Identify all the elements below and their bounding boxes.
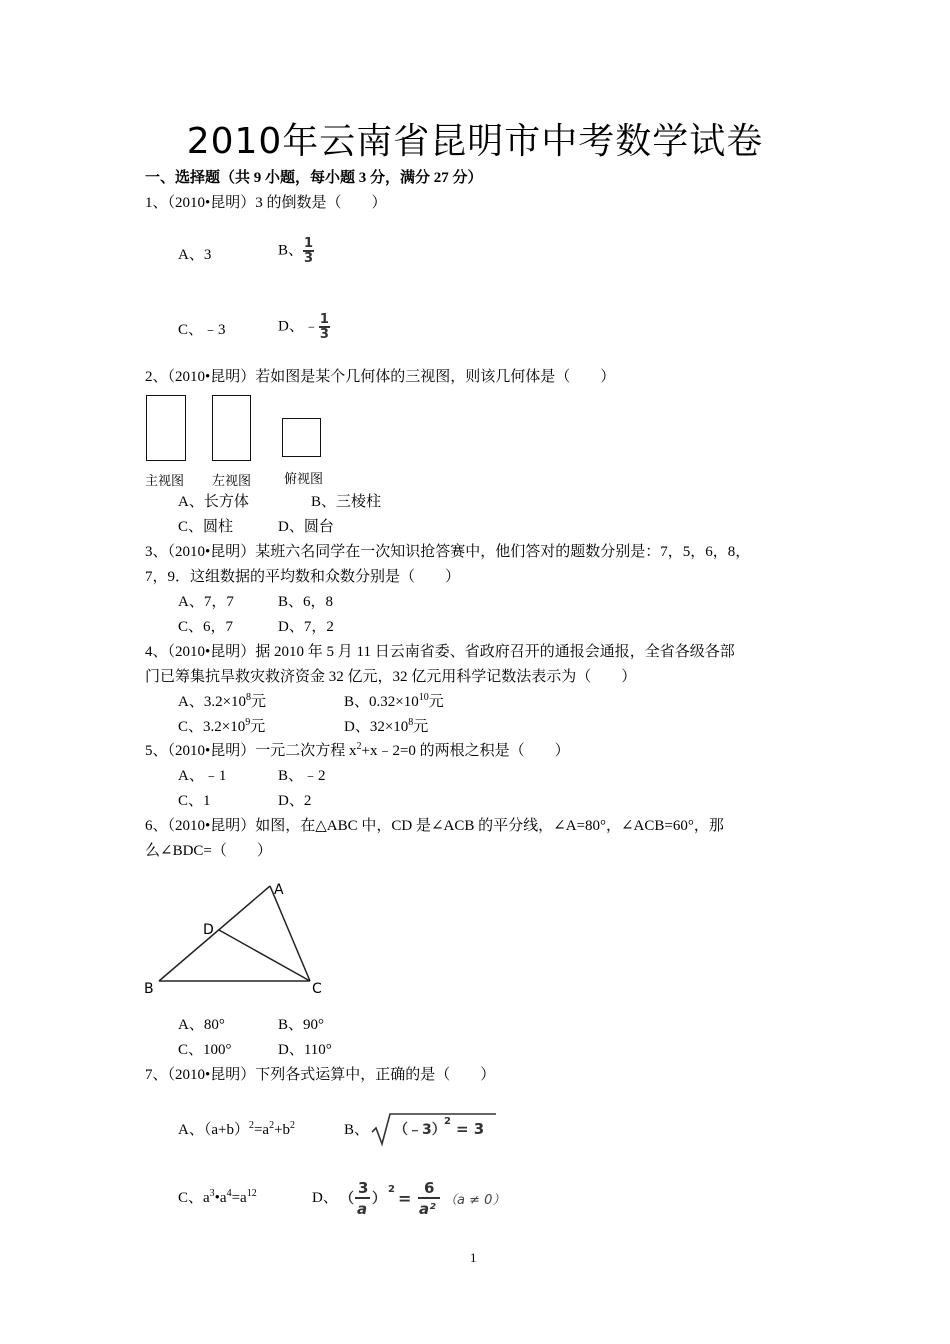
question-3-stem-line1: 3、（2010•昆明）某班六名同学在一次知识抢答赛中，他们答对的题数分别是：7，5，6，8， [145, 544, 751, 560]
q4-c-base: C、3.2×10 [178, 719, 246, 735]
q4-a-unit: 元 [251, 694, 267, 710]
q7-a-exponent: 2 [248, 1120, 254, 1131]
q7-d-left-paren: （ [340, 1191, 354, 1207]
q1-option-a: A、3 [178, 247, 212, 263]
q7-a-exponent: 2 [290, 1120, 296, 1131]
question-5-stem [145, 741, 570, 761]
q1-d-fraction [319, 313, 330, 341]
q1-option-b [278, 237, 314, 265]
fraction-denominator: 3 [319, 327, 329, 342]
q3-option-a: A、7，7 [178, 594, 234, 610]
question-3-stem-line2: 7，9．这组数据的平均数和众数分别是（ ） [145, 569, 461, 585]
q7-d-denominator-2: a² [419, 1200, 436, 1218]
q7-a-part: A、（a+b） [178, 1122, 249, 1138]
q7-d-numerator-2: 6 [424, 1179, 435, 1197]
q4-d-unit: 元 [413, 719, 429, 735]
q7-option-b-expression [368, 1110, 498, 1148]
q1-option-d-label: D、﹣ [278, 318, 319, 335]
q1-option-b-label: B、 [278, 242, 304, 259]
q1-b-fraction [303, 237, 314, 265]
q4-option-c [178, 717, 265, 737]
point-b-label: B [144, 981, 154, 997]
point-c-label: C [312, 981, 322, 997]
triangle-diagram [140, 870, 340, 1000]
q7-d-right-paren: ） [372, 1191, 386, 1207]
q7-a-exponent: 2 [269, 1120, 275, 1131]
top-view-label: 俯视图 [284, 472, 324, 487]
q7-c-exponent: 4 [226, 1188, 232, 1199]
q7-d-numerator: 3 [358, 1179, 369, 1197]
q3-option-b: B、6，8 [278, 594, 334, 610]
q4-c-unit: 元 [250, 719, 266, 735]
q4-a-base: A、3.2×10 [178, 694, 247, 710]
q2-option-c: C、圆柱 [178, 519, 234, 535]
q4-option-b [344, 692, 444, 712]
q6-option-c: C、100° [178, 1042, 232, 1058]
q5-stem-pre: 5、（2010•昆明）一元二次方程 x [145, 743, 357, 759]
q3-option-c: C、6，7 [178, 619, 234, 635]
q4-d-exponent: 8 [408, 717, 414, 728]
q7-b-exponent: 2 [444, 1116, 451, 1127]
q7-option-d-expression [338, 1176, 528, 1222]
q4-b-unit: 元 [428, 694, 444, 710]
top-view-square [282, 418, 321, 457]
q7-c-part: C、a [178, 1190, 210, 1206]
q7-option-b-label: B、 [344, 1122, 370, 1138]
q7-a-part: =a [253, 1122, 270, 1138]
q4-b-exponent: 10 [418, 692, 429, 703]
fraction-denominator: 3 [304, 251, 314, 266]
q6-option-d: D、110° [278, 1042, 332, 1058]
q5-option-d: D、2 [278, 793, 312, 809]
q5-option-a: A、﹣1 [178, 768, 227, 784]
q7-d-equals: = [398, 1189, 412, 1208]
q4-b-base: B、0.32×10 [344, 694, 419, 710]
q6-option-b: B、90° [278, 1017, 325, 1033]
q7-c-part: •a [214, 1190, 227, 1206]
q2-option-d: D、圆台 [278, 519, 334, 535]
q5-option-b: B、﹣2 [278, 768, 326, 784]
q5-option-c: C、1 [178, 793, 211, 809]
fraction-numerator: 1 [304, 236, 314, 251]
page-title: 2010年云南省昆明市中考数学试卷 [186, 121, 764, 162]
q7-b-result: = 3 [456, 1120, 485, 1138]
q7-d-condition: （a ≠ 0） [444, 1193, 506, 1208]
side-ab [159, 886, 270, 981]
q7-option-d-label: D、 [312, 1190, 338, 1206]
q5-stem-post: +x﹣2=0 的两根之积是（ ） [361, 743, 570, 759]
q7-d-denominator: a [357, 1200, 368, 1218]
point-a-label: A [274, 882, 284, 898]
q1-option-d [278, 313, 330, 341]
question-4-stem-line2: 门已筹集抗旱救灾救济资金 32 亿元，32 亿元用科学记数法表示为（ ） [145, 669, 637, 685]
side-view-rectangle [212, 395, 251, 461]
side-ac [270, 886, 310, 981]
front-view-label: 主视图 [145, 474, 185, 489]
q7-b-radicand: （﹣3） [394, 1122, 446, 1138]
q4-d-base: D、32×10 [344, 719, 409, 735]
question-4-stem-line1: 4、（2010•昆明）据 2010 年 5 月 11 日云南省委、省政府召开的通报会通报，全省各级各部 [145, 644, 735, 660]
q2-option-a: A、长方体 [178, 494, 249, 510]
segment-cd [219, 930, 310, 981]
question-2-stem: 2、（2010•昆明）若如图是某个几何体的三视图，则该几何体是（ ） [145, 369, 616, 385]
point-d-label: D [203, 922, 214, 938]
q7-d-exponent: 2 [388, 1184, 395, 1195]
q2-option-b: B、三棱柱 [311, 494, 382, 510]
fraction-numerator: 1 [319, 312, 329, 327]
q3-option-d: D、7，2 [278, 619, 334, 635]
q6-option-a: A、80° [178, 1017, 225, 1033]
q7-option-c [178, 1188, 257, 1208]
side-view-label: 左视图 [212, 474, 252, 489]
q7-c-exponent: 12 [246, 1188, 257, 1199]
q7-option-a [178, 1120, 295, 1140]
q4-option-a [178, 692, 266, 712]
page-number: 1 [470, 1250, 477, 1265]
question-6-stem-line1: 6、（2010•昆明）如图，在△ABC 中，CD 是∠ACB 的平分线，∠A=80°，∠ACB=60°，那 [145, 818, 724, 834]
q4-c-exponent: 9 [245, 717, 251, 728]
q1-option-c: C、﹣3 [178, 322, 226, 338]
q5-stem-exponent: 2 [356, 741, 362, 752]
section-heading: 一、选择题（共 9 小题，每小题 3 分，满分 27 分） [145, 170, 483, 186]
front-view-rectangle [146, 395, 186, 461]
q7-c-exponent: 3 [209, 1188, 215, 1199]
question-6-stem-line2: 么∠BDC=（ ） [145, 843, 272, 859]
q7-c-part: =a [231, 1190, 247, 1206]
q4-option-d [344, 717, 428, 737]
question-7-stem: 7、（2010•昆明）下列各式运算中，正确的是（ ） [145, 1067, 496, 1083]
q7-a-part: +b [274, 1122, 291, 1138]
question-1-stem: 1、（2010•昆明）3 的倒数是（ ） [145, 195, 387, 211]
q4-a-exponent: 8 [246, 692, 252, 703]
